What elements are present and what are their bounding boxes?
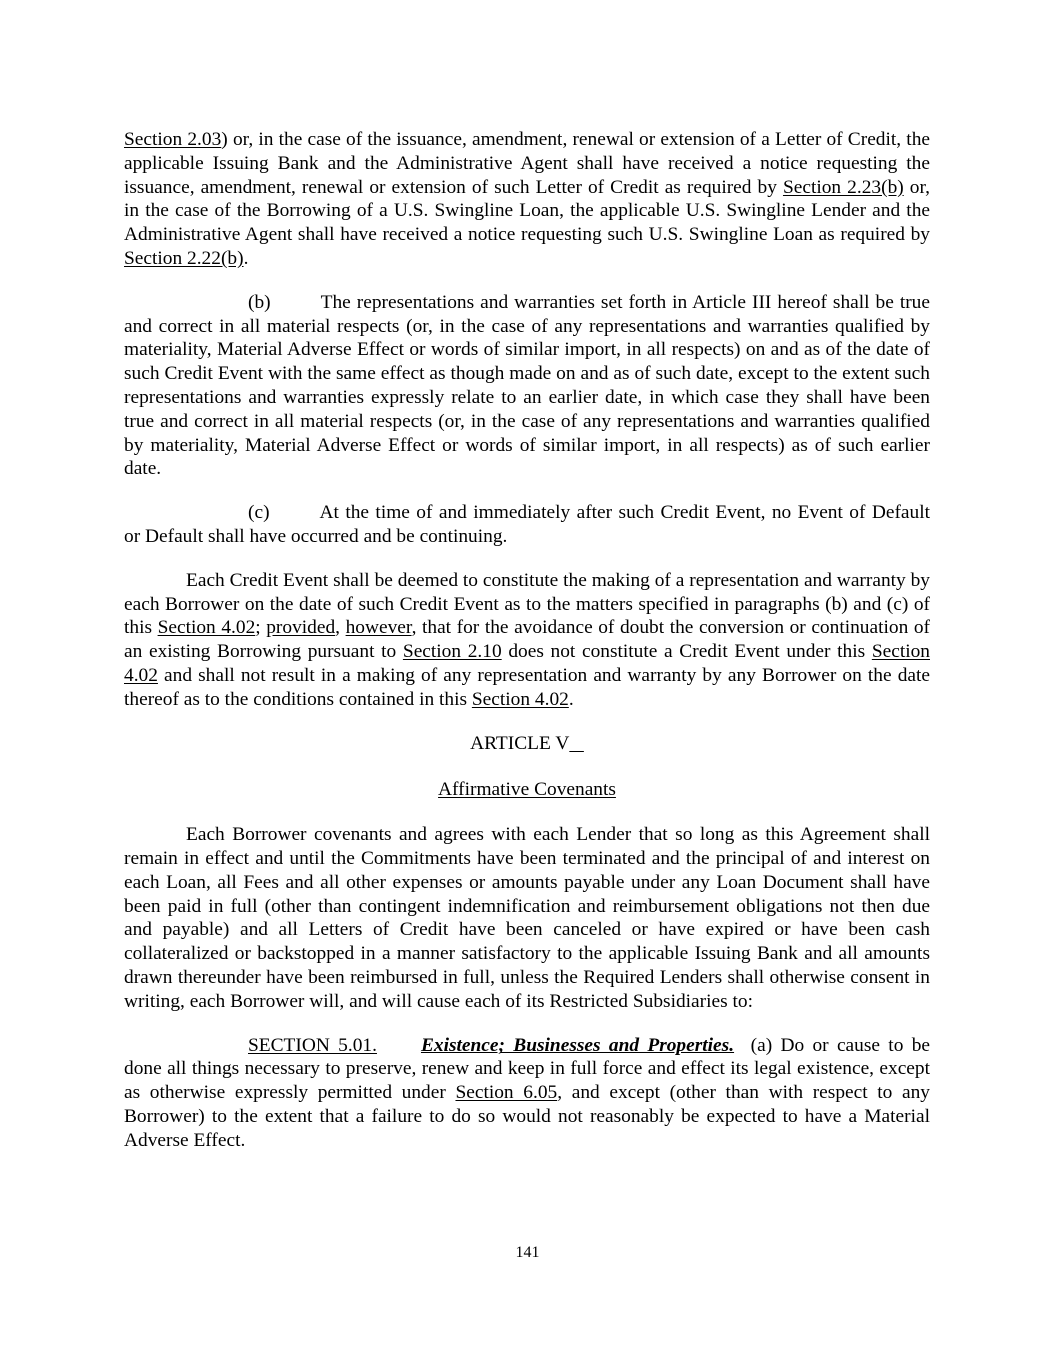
paragraph-b-label: (b): [248, 291, 271, 313]
paragraph-c-no-default: (c) At the time of and immediately after such Credit Event, no Event of Default or Default shall have occurred and be continuing.: [124, 502, 930, 547]
section-2-10-ref: Section 2.10: [402, 641, 502, 663]
provided-term: provided: [266, 617, 336, 639]
paragraph-notice-requirements: Section 2.03) or, in the case of the issuance, amendment, renewal or extension of a Letter of Credit, the applicable Issuing Bank and the Administrative Agent shall have received a notice requesting the issuance, amendment, renewal or extension of such Letter of Credit as required by Section 2.23(b) or, in the case of the Borrowing of a U.S. Swingline Loan, the applicable U.S. Swingline Lender and the Administrative Agent shall have received a notice requesting such U.S. Swingline Loan as required by Section 2.22(b).: [124, 129, 931, 269]
section-2-03-ref: Section 2.03: [124, 129, 222, 150]
paragraph-credit-event-deemed: Each Credit Event shall be deemed to constitute the making of a representation and warranty by each Borrower on the date of such Credit Event as to the matters specified in paragraphs (b) and (c) of this Section 4.02; provided, however, that for the avoidance of doubt the conversion or continuation of an existing Borrowing pursuant to Section 2.10 does not constitute a Credit Event under this Section 4.02 and shall not result in a making of any representation and warranty by any Borrower on the date thereof as to the conditions contained in this Section 4.02.: [124, 569, 930, 710]
paragraph-b-representations: (b) The representations and warranties set forth in Article III hereof shall be true and correct in all material respects (or, in the case of any representations and warranties qualified by materiality, Material Adverse Effect or words of similar import, in all respects) on and as of the date of such Credit Event with the same effect as though made on and as of such date, except to the extent such representations and warranties expressly relate to an earlier date, in which case they shall have been true and correct in all material respects (or, in the case of any representations and warranties qualified by materiality, Material Adverse Effect or words of similar import, in all respects) as of such earlier date.: [124, 291, 930, 480]
section-4-02-ref-3: Section 4.02: [471, 688, 569, 710]
section-2-22b-ref: Section 2.22(b): [124, 247, 244, 269]
section-4-02-ref-2: Section 4.02: [124, 641, 930, 686]
section-5-01-heading: Existence; Businesses and Properties.: [420, 1034, 735, 1056]
however-term: however: [345, 617, 412, 639]
paragraph-covenants-intro: Each Borrower covenants and agrees with each Lender that so long as this Agreement shall remain in effect and until the Commitments have been terminated and the principal of and interest on each Loan, all Fees and all other expenses or amounts payable under any Loan Document shall have been paid in full (other than contingent indemnification and reimbursement obligations not then due and payable) and all Letters of Credit have been canceled or have expired or have been cash collateralized or backstopped in a manner satisfactory to the applicable Issuing Bank and all amounts drawn thereunder have been reimbursed in full, unless the Required Lenders shall otherwise consent in writing, each Borrower will, and will cause each of its Restricted Subsidiaries to:: [124, 824, 930, 1012]
page-number: 141: [515, 1244, 540, 1261]
paragraph-c-label: (c): [248, 502, 270, 524]
section-5-01-number: SECTION 5.01.: [248, 1034, 377, 1056]
section-5-01: SECTION 5.01. Existence; Businesses and Properties. (a) Do or cause to be done all things necessary to preserve, renew and keep in full force and effect its legal existence, except as otherwise expressly permitted under Section 6.05, and except (other than with respect to any Borrower) to the extent that a failure to do so would not reasonably be expected to have a Material Adverse Effect.: [124, 1034, 935, 1151]
document-page: [124, 128, 935, 1152]
section-2-23b-ref: Section 2.23(b): [782, 176, 904, 198]
article-title: ARTICLE V: [470, 732, 570, 754]
section-4-02-ref-1: Section 4.02: [157, 617, 256, 639]
section-6-05-ref: Section 6.05: [455, 1082, 558, 1104]
article-subtitle: Affirmative Covenants: [438, 779, 616, 801]
